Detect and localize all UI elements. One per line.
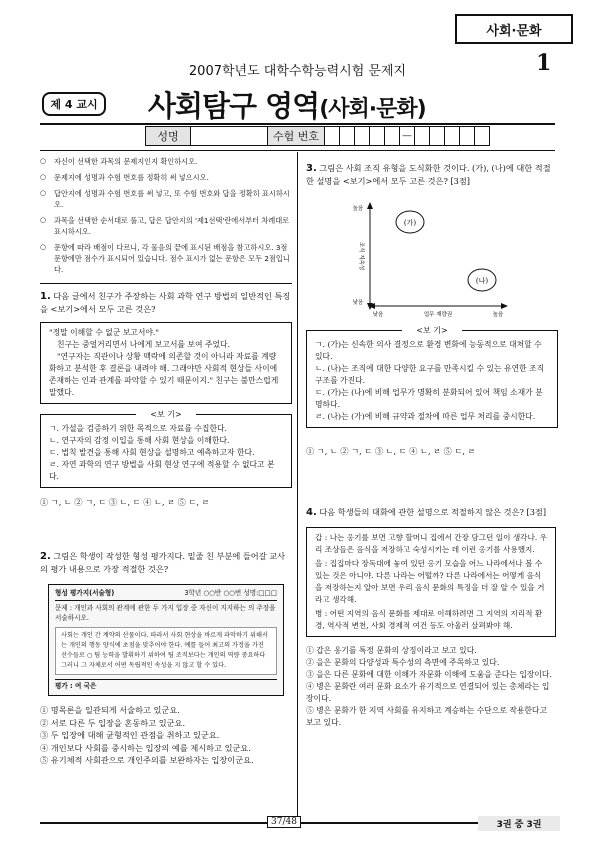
q2-option[interactable]: ② 서로 다른 두 입장을 혼동하고 있군요. — [40, 717, 186, 728]
q3-stem-text: 그림은 사회 조직 유형을 도식화한 것이다. (가), (나)에 대한 적절한 설명을 <보기>에서 모두 고른 것은? — [306, 163, 551, 186]
name-field[interactable] — [191, 126, 268, 146]
q4-points: [3점] — [526, 507, 547, 517]
q1-bogi-box — [40, 410, 292, 488]
instruction-separator — [40, 283, 292, 284]
q2-stem-text: 그림은 학생이 작성한 형성 평가지다. 밑줄 친 부분에 들어갈 교사의 평가 내용으로 가장 적절한 것은? — [40, 551, 286, 574]
q4-option[interactable]: ④ 병은 문화란 여러 문화 요소가 유기적으로 연결되어 있는 총체라는 입장이다. — [306, 682, 550, 703]
q3-bogi-item: ㄴ. (나)는 조직에 대한 다양한 요구를 만족시킬 수 있는 유연한 조직 구조를 가진다. — [315, 364, 545, 385]
q4-dialogue-line: 병 : 어떤 지역의 음식 문화를 제대로 이해하려면 그 지역의 지리적 환경, 역사적 변천, 사회 경제적 여건 등도 아울러 살펴봐야 해. — [315, 609, 543, 630]
q2-option[interactable]: ④ 개인보다 사회를 중시하는 입장의 예를 제시하고 있군요. — [40, 742, 251, 753]
q1-passage — [40, 322, 292, 404]
question-1 — [40, 290, 292, 509]
q2-option[interactable]: ① 명목론을 일관되게 서술하고 있군요. — [40, 705, 180, 715]
q3-bogi-item: ㄱ. (가)는 신속한 의사 결정으로 환경 변화에 능동적으로 대처할 수 있다. — [315, 340, 542, 361]
q4-option[interactable]: ⑤ 병은 문화가 한 지역 사회를 유지하고 계승하는 수단으로 작용한다고 보고 있다. — [306, 706, 547, 727]
q1-options[interactable]: ① ㄱ, ㄴ ② ㄱ, ㄷ ③ ㄴ, ㄷ ④ ㄴ, ㄹ ⑤ ㄷ, ㄹ — [40, 497, 210, 507]
question-2 — [40, 550, 292, 767]
question-4 — [306, 506, 556, 729]
q2-form-question: 문제 : 개인과 사회의 관계에 관한 두 가지 입장 중 자신이 지지하는 의 주장을 서술하시오. — [55, 604, 276, 622]
q3-bogi-item: ㄷ. (가)는 (나)에 비해 업무가 명확히 분화되어 있어 책임 소재가 분명하다. — [315, 388, 543, 409]
volume-badge: 3권 중 3권 — [478, 816, 560, 831]
q1-passage-line: "연구자는 직관이나 상황 맥락에 의존할 것이 아니라 자료를 계량화하고 분석한 후 결론을 내려야 해. 그래야만 사회적 현상들 사이에 존재하는 인과 관계를 파악할 수 있기 때문이지." 친구는 불만스럽게 말했다. — [49, 352, 279, 397]
x-low-label: 낮음 — [372, 312, 384, 318]
title-sub: (사회·문화) — [319, 97, 426, 122]
name-label: 성명 — [145, 126, 191, 146]
q4-option[interactable]: ② 을은 문화의 다양성과 특수성의 측면에 주목하고 있다. — [306, 658, 500, 667]
instruction-item: ○ 문항에 따라 배점이 다르니, 각 물음의 끝에 표시된 배점을 참고하시오. 3점 문항에만 점수가 표시되어 있습니다. 점수 표시가 없는 문항은 모두 2점입니다. — [40, 242, 290, 275]
column-divider — [297, 152, 298, 820]
q1-stem — [40, 290, 292, 316]
q2-options — [40, 704, 292, 767]
exam-no-digit[interactable] — [430, 126, 445, 146]
q4-option[interactable]: ① 갑은 옹기를 특정 문화의 상징이라고 보고 있다. — [306, 646, 477, 655]
q3-options[interactable]: ① ㄱ, ㄴ ② ㄱ, ㄷ ③ ㄴ, ㄷ ④ ㄴ, ㄹ ⑤ ㄷ, ㄹ — [306, 446, 476, 456]
name-exam-row — [145, 126, 490, 146]
exam-no-digit[interactable] — [370, 126, 385, 146]
q3-bogi-title: <보 기> — [402, 325, 462, 337]
q4-stem-text: 다음 학생들의 대화에 관한 설명으로 적절하지 않은 것은? — [319, 507, 524, 517]
y-arrow-up — [367, 202, 373, 209]
q1-bogi-item: ㄴ. 연구자의 감정 이입을 통해 사회 현상을 이해한다. — [49, 436, 230, 445]
q2-option[interactable]: ⑤ 유기체적 사회관으로 개인주의를 보완하자는 입장이군요. — [40, 755, 254, 765]
q2-form — [48, 584, 284, 696]
exam-no-digit[interactable] — [355, 126, 370, 146]
q1-number: 1. — [40, 291, 51, 302]
instruction-item: ○ 자신이 선택한 과목의 문제지인지 확인하시오. — [40, 156, 290, 167]
exam-no-dash: ― — [400, 126, 415, 146]
page-counter-total: 48 — [285, 817, 297, 827]
exam-no-digit[interactable] — [385, 126, 400, 146]
subject-tab: 사회·문화 — [455, 14, 573, 44]
y-axis-label: 조직 지속성 — [358, 241, 364, 271]
q4-dialogue — [306, 527, 556, 637]
label-ga: (가) — [403, 219, 417, 227]
instruction-item: ○ 답안지에 성명과 수험 번호를 써 넣고, 또 수험 번호와 답을 정확히 표시하시오. — [40, 188, 290, 210]
q3-bogi-item: ㄹ. (나)는 (가)에 비해 규약과 절차에 따른 업무 처리를 중시한다. — [315, 412, 536, 421]
q1-passage-line: 친구는 중얼거리면서 나에게 보고서를 보여 주었다. — [57, 340, 231, 349]
exam-no-digit[interactable] — [415, 126, 430, 146]
instructions-list — [40, 156, 290, 280]
exam-no-digit[interactable] — [475, 126, 490, 146]
q3-stem — [306, 162, 556, 188]
q4-options — [306, 645, 556, 729]
q2-form-header — [55, 588, 277, 601]
exam-no-label: 수험 번호 — [268, 126, 325, 146]
q4-dialogue-line: 을 : 집집마다 장독대에 놓여 있던 옹기 모습을 어느 나라에서나 볼 수 있는 것은 아니야. 다른 나라는 어떨까? 다른 나라에서는 어떻게 음식을 저장하는지 알아 보면 우리 음식 문화의 특징을 더 잘 알 수 있을 거라고 생각해. — [315, 559, 545, 604]
q1-bogi-item: ㄱ. 가설을 검증하기 위한 목적으로 자료를 수집한다. — [49, 424, 227, 433]
q4-number: 4. — [306, 507, 317, 518]
x-axis-label: 업무 재량권 — [423, 312, 453, 318]
q2-number: 2. — [40, 551, 51, 562]
x-arrow-right — [501, 303, 508, 309]
q3-number: 3. — [306, 163, 317, 174]
x-high-label: 높음 — [492, 312, 504, 318]
name-rule — [40, 150, 555, 151]
q2-form-meta: 3학년 ○○반 ○○번 성명:□□□ — [184, 589, 277, 597]
q1-stem-text: 다음 글에서 친구가 주장하는 사회 과학 연구 방법의 일반적인 특징을 <보기>에서 모두 고른 것은? — [40, 291, 291, 314]
exam-no-digit[interactable] — [445, 126, 460, 146]
q1-bogi-item: ㄹ. 자연 과학의 연구 방법을 사회 현상 연구에 적용할 수 없다고 본다. — [49, 460, 275, 481]
exam-no-digit[interactable] — [340, 126, 355, 146]
q3-diagram — [330, 198, 510, 318]
q1-bogi-title: <보 기> — [136, 409, 196, 421]
q2-form-answer: 사회는 개인 간 계약의 산물이다. 따라서 사회 현상을 바르게 파악하기 위해서는 개인의 행동 양식에 초점을 맞추어야 한다. 예를 들어 최고의 가정을 가진 선수들로 ○ 팀 능력을 발휘하기 위하여 팀 조직보다는 개인의 역량 중요하다 그러니 그 자체로서 어떤 독립적인 속성을 지 않고 할 수 있다. — [55, 627, 277, 675]
page-number: 1 — [536, 50, 552, 76]
title-main: 사회탐구 영역 — [148, 89, 320, 123]
label-na: (나) — [475, 277, 489, 285]
q2-stem — [40, 550, 292, 576]
q2-form-title: 형성 평가지(서술형) — [55, 589, 115, 597]
q4-dialogue-line: 갑 : 나는 옹기를 보면 고향 할머니 집에서 간장 담그던 일이 생각나. 우리 조상들은 음식을 저장하고 숙성시키는 데 이런 옹기를 사용했지. — [315, 533, 547, 554]
q4-stem — [306, 506, 556, 519]
exam-no-digit[interactable] — [460, 126, 475, 146]
y-high-label: 높음 — [352, 206, 364, 212]
exam-title: 2007학년도 대학수학능력시험 문제지 — [188, 64, 407, 79]
page-counter: 37/48 — [264, 816, 304, 828]
q3-points: [3점] — [450, 176, 470, 186]
page-counter-current: 37 — [271, 817, 283, 827]
q1-passage-line: "정말 이해할 수 없군 보고서야." — [49, 328, 159, 337]
instruction-item: ○ 문제지에 성명과 수험 번호를 정확히 써 넣으시오. — [40, 172, 290, 183]
q2-form-eval: 평가 : 여 국은 — [55, 679, 277, 692]
question-3 — [306, 162, 556, 188]
y-low-label: 낮음 — [352, 300, 364, 306]
q1-bogi-item: ㄷ. 법칙 발견을 통해 사회 현상을 설명하고 예측하고자 한다. — [49, 448, 255, 457]
q4-option[interactable]: ③ 을은 다른 문화에 대한 이해가 자문화 이해에 도움을 준다는 입장이다. — [306, 670, 552, 679]
q3-bogi-box — [306, 326, 558, 428]
page-title — [148, 84, 426, 125]
instruction-item: ○ 과목을 선택한 순서대로 풀고, 답은 답안지의 '제1선택'란에서부터 차례대로 표시하시오. — [40, 215, 290, 237]
session-badge: 제 4 교시 — [42, 92, 106, 116]
q2-option[interactable]: ③ 두 입장에 대해 균형적인 관점을 취하고 있군요. — [40, 730, 220, 740]
header-rule — [40, 123, 555, 125]
exam-no-digit[interactable] — [325, 126, 340, 146]
